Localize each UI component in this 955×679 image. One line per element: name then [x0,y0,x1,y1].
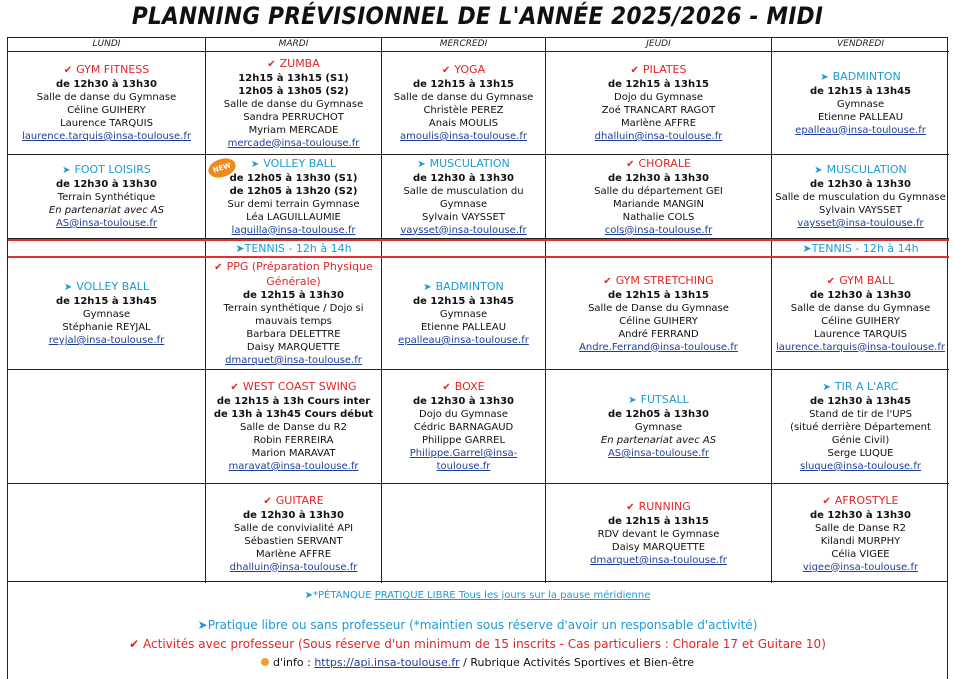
email-link[interactable]: laurence.tarquis@insa-toulouse.fr [22,131,191,142]
info-prefix: d'info : [272,656,311,669]
activity-label: BOXE [454,380,485,393]
activity-label: VOLLEY BALL [76,280,150,293]
info-line: Salle de Danse du R2 [240,422,347,433]
time-slot: de 12h15 à 13h45 [55,296,158,307]
activity-name [628,393,688,408]
schedule-cell [8,155,206,239]
check-icon: ✔ [442,382,451,393]
info-line: Salle de musculation du Gymnase [775,192,946,203]
activity-label: VOLLEY BALL [263,156,337,170]
info-icon [261,658,269,666]
info-line: Célia VIGEE [831,548,890,560]
info-line: Gymnase [82,309,131,320]
time-slot: de 12h30 à 13h30 [412,172,515,184]
activity-label: GUITARE [275,493,324,507]
email-link[interactable]: vaysset@insa-toulouse.fr [400,224,527,236]
activity-label: TIR A L'ARC [834,380,899,393]
info-line [8,656,947,669]
check-icon: ✔ [214,262,223,273]
info-line: RDV devant le Gymnase [597,529,720,540]
email-link[interactable]: AS@insa-toulouse.fr [607,448,710,459]
info-line: Stéphanie REYJAL [62,322,151,333]
activity-label: GYM FITNESS [76,63,150,76]
arrow-icon: ➤ [822,382,831,393]
info-line: Sandra PERRUCHOT [243,111,344,123]
legend-prof [8,637,947,651]
check-icon: ✔ [441,65,451,76]
info-line: Sébastien SERVANT [244,535,343,547]
arrow-icon: ➤ [814,165,823,176]
petanque-label: *PÉTANQUE [313,590,372,601]
activity-name [626,157,691,172]
activity-name [814,163,907,178]
activity-label: MUSCULATION [429,156,510,170]
email-link[interactable]: AS@insa-toulouse.fr [55,218,158,229]
activity-label: RUNNING [638,500,691,513]
info-line: Stand de tir de l'UPS [809,409,912,420]
schedule-cell [546,155,772,239]
email-link[interactable]: epalleau@insa-toulouse.fr [795,124,926,136]
arrow-icon: ➤ [62,165,71,176]
info-line: (situé derrière Département Génie Civil) [790,422,931,446]
activity-label: YOGA [454,63,486,76]
activity-name [822,494,898,509]
email-link[interactable]: laguilla@insa-toulouse.fr [231,224,356,236]
tennis-cell [382,241,546,256]
time-slot: de 12h30 à 13h30 [607,172,710,184]
info-line: Salle de musculation du Gymnase [403,185,524,210]
petanque-note [8,590,947,601]
time-slot: de 12h30 à 13h30 [809,509,912,521]
check-icon: ✔ [826,275,836,287]
arrow-icon: ➤ [63,282,73,293]
activity-label: WEST COAST SWING [242,380,357,393]
time-slot: de 12h30 à 13h45 [809,396,912,407]
activity-label: FOOT LOISIRS [74,163,151,176]
activity-name [62,163,151,178]
activity-label: CHORALE [638,156,691,170]
tennis-row [8,239,949,258]
info-line: Léa LAGUILLAUMIE [246,211,341,223]
time-slot: 12h05 à 13h05 (S2) [238,85,349,97]
info-line: Sylvain VAYSSET [422,211,505,223]
schedule-cell [772,484,949,583]
info-line: Serge LUQUE [827,448,894,459]
activity-name [442,63,485,78]
activity-name [820,70,901,85]
activity-label: ZUMBA [279,56,320,70]
activity-name [64,280,149,295]
legend-libre-text: Pratique libre ou sans professeur (*maintien sous réserve d'avoir un responsable d'activité) [207,618,758,632]
email-link[interactable]: dhalluin@insa-toulouse.fr [229,561,358,573]
schedule-cell [546,484,772,583]
schedule-cell [8,484,206,583]
check-icon: ✔ [626,502,635,513]
info-line: Kilandi MURPHY [820,535,901,547]
day-header-vendredi: VENDREDI [772,38,949,52]
schedule-cell [206,258,382,370]
info-line: Gymnase [634,422,683,433]
info-line: Dojo du Gymnase [419,409,508,420]
time-slot: de 12h30 à 13h30 [242,509,345,521]
schedule-cell [206,370,382,484]
info-line: Zoé TRANCART RAGOT [601,105,716,116]
time-slot: de 12h05 à 13h30 (S1) [229,172,358,184]
activity-name [631,63,687,78]
info-line: Philippe GARREL [421,435,506,446]
schedule-cell [382,370,546,484]
info-line: Gymnase [439,309,488,320]
info-line: Sur demi terrain Gymnase [227,198,360,210]
info-link[interactable]: https://api.insa-toulouse.fr [314,656,460,669]
info-line: Myriam MERCADE [248,124,339,136]
email-link[interactable]: dhalluin@insa-toulouse.fr [594,131,723,142]
schedule-cell [8,370,206,484]
schedule-table [7,37,948,582]
info-line: Dojo du Gymnase [614,92,703,103]
arrow-icon: ➤ [820,71,829,83]
time-slot: de 12h15 à 13h30 [242,290,345,301]
info-line: Céline GUIHERY [619,315,698,327]
schedule-cell [382,484,546,583]
arrow-icon: ➤ [235,242,245,255]
schedule-cell [382,155,546,239]
activity-label: BADMINTON [832,69,901,83]
info-line: Christèle PEREZ [423,105,504,116]
email-link[interactable]: mercade@insa-toulouse.fr [227,137,360,149]
activity-name [417,157,510,172]
legend-libre [8,618,947,632]
activity-name [827,274,894,289]
email-link[interactable]: laurence.tarquis@insa-toulouse.fr [776,341,945,353]
info-line: Nathalie COLS [622,211,695,223]
check-icon: ✔ [129,637,140,651]
email-link[interactable]: vigee@insa-toulouse.fr [802,561,919,573]
info-line: Salle de Danse R2 [814,522,907,534]
info-line: Salle de danse du Gymnase [790,302,931,314]
new-badge: NEW [206,155,238,181]
info-line: Cédric BARNAGAUD [413,422,514,433]
activity-name [251,157,336,172]
schedule-cell [8,52,206,155]
info-line: Gymnase [836,98,885,110]
info-line: Laurence TARQUIS [814,328,907,340]
schedule-cell [772,155,949,239]
footer-legend [7,582,948,679]
time-slot: de 12h30 à 13h30 [412,396,515,407]
schedule-cell [382,258,546,370]
time-slot: de 12h15 à 13h45 [809,85,912,97]
activity-label: GYM STRETCHING [615,273,714,287]
email-link[interactable]: sluque@insa-toulouse.fr [799,461,921,472]
email-link[interactable]: amoulis@insa-toulouse.fr [400,131,527,142]
schedule-cell [772,258,949,370]
info-line: Salle de danse du Gymnase [393,92,534,103]
check-icon: ✔ [630,65,639,76]
tennis-cell [206,241,382,256]
activity-name [267,57,320,72]
email-link[interactable]: dmarquet@insa-toulouse.fr [225,355,362,366]
tennis-cell [772,241,949,256]
check-icon: ✔ [626,158,635,170]
schedule-cell [772,52,949,155]
info-suffix: / Rubrique Activités Sportives et Bien-être [463,656,695,669]
schedule-cell [546,258,772,370]
schedule-cell [382,52,546,155]
info-line: Anais MOULIS [428,118,499,129]
activity-name [263,494,323,509]
info-line: En partenariat avec AS [600,435,717,446]
activity-label: PILATES [642,63,687,76]
info-line: Daisy MARQUETTE [611,542,706,553]
tennis-cell [8,241,206,256]
info-line: Barbara DELETTRE [246,329,341,340]
activity-name [603,274,713,289]
schedule-cell [546,52,772,155]
schedule-cell [8,258,206,370]
email-link[interactable]: epalleau@insa-toulouse.fr [398,335,529,346]
email-link[interactable]: Andre.Ferrand@insa-toulouse.fr [579,341,738,353]
info-line: Céline GUIHERY [821,315,900,327]
activity-name [209,260,378,289]
activity-name [823,380,899,395]
info-line: Daisy MARQUETTE [246,342,341,353]
activity-name [230,380,356,395]
check-icon: ✔ [63,65,73,76]
check-icon: ✔ [822,495,831,507]
email-link[interactable]: Philippe.Garrel@insa-toulouse.fr [409,448,518,472]
check-icon: ✔ [230,382,239,393]
activity-name [626,500,691,515]
info-line: Etienne PALLEAU [817,111,904,123]
info-line: Robin FERREIRA [253,435,334,446]
schedule-cell [206,52,382,155]
email-link[interactable]: maravat@insa-toulouse.fr [228,461,359,472]
info-line: Terrain Synthétique [57,192,156,203]
legend-prof-text: Activités avec professeur (Sous réserve d'un minimum de 15 inscrits - Cas particuliers : Chorale 17 et Guitare 10) [143,637,826,651]
time-slot: de 12h05 à 13h30 [607,409,710,420]
tennis-label: TENNIS - 12h à 14h [244,242,352,255]
tennis-cell [546,241,772,256]
arrow-icon: ➤ [628,395,637,406]
activity-name [442,380,484,395]
info-line: En partenariat avec AS [48,205,165,216]
info-line: Etienne PALLEAU [420,322,507,333]
time-slot: de 12h05 à 13h20 (S2) [229,185,358,197]
schedule-cell [772,370,949,484]
info-line: Salle du département GEI [594,185,723,197]
time-slot: de 12h15 à 13h15 [412,79,515,90]
arrow-icon: ➤ [802,242,812,255]
info-line: Sylvain VAYSSET [819,205,902,216]
time-slot: de 12h30 à 13h30 [809,179,912,190]
check-icon: ✔ [603,275,612,287]
info-line: Salle de danse du Gymnase [223,98,364,110]
info-line: Salle de convivialité API [233,522,354,534]
time-slot: de 13h à 13h45 Cours début [213,409,374,420]
day-header-lundi: LUNDI [8,38,206,52]
time-slot: de 12h15 à 13h15 [607,289,710,301]
day-header-mardi: MARDI [206,38,382,52]
time-slot: de 12h15 à 13h45 [412,296,515,307]
info-line: Marlène AFFRE [620,118,697,129]
time-slot: de 12h30 à 13h30 [809,289,912,301]
time-slot: de 12h15 à 13h15 [607,516,710,527]
day-header-jeudi: JEUDI [546,38,772,52]
activity-label: AFROSTYLE [834,493,899,507]
activity-name [64,63,150,78]
day-header-mercredi: MERCREDI [382,38,546,52]
tennis-label: TENNIS - 12h à 14h [811,242,919,255]
schedule-cell [546,370,772,484]
email-link[interactable]: reyjal@insa-toulouse.fr [48,335,165,346]
time-slot: de 12h30 à 13h30 [55,179,158,190]
check-icon: ✔ [263,495,272,507]
time-slot: de 12h15 à 13h Cours inter [216,396,371,407]
email-link[interactable]: vaysset@insa-toulouse.fr [797,218,924,229]
email-link[interactable]: dmarquet@insa-toulouse.fr [590,555,727,566]
info-line: Marion MARAVAT [251,448,336,459]
info-line: Céline GUIHERY [67,105,146,116]
info-line: Salle de danse du Gymnase [36,92,177,103]
email-link[interactable]: cols@insa-toulouse.fr [604,224,713,236]
petanque-libre-text: PRATIQUE LIBRE Tous les jours sur la pause méridienne [374,590,651,601]
schedule-cell [206,155,382,239]
activity-label: FUTSALL [640,393,689,406]
info-line: Salle de Danse du Gymnase [588,302,729,314]
activity-label: MUSCULATION [826,163,907,176]
activity-label: BADMINTON [435,280,504,293]
time-slot: de 12h30 à 13h30 [55,79,158,90]
info-line: Laurence TARQUIS [60,118,153,129]
page-title: PLANNING PRÉVISIONNEL DE L'ANNÉE 2025/2026 - MIDI [131,2,824,30]
arrow-icon: ➤ [304,590,313,601]
activity-label: GYM BALL [839,273,895,287]
check-icon: ✔ [267,58,276,70]
activity-label: PPG (Préparation Physique Générale) [226,260,373,288]
info-line: André FERRAND [618,328,699,340]
schedule-cell [206,484,382,583]
arrow-icon: ➤ [197,618,208,632]
info-line: Mariande MANGIN [613,198,704,210]
info-line: Marlène AFFRE [255,548,332,560]
info-line: Terrain synthétique / Dojo si mauvais temps [223,303,364,327]
arrow-icon: ➤ [423,282,432,293]
time-slot: de 12h15 à 13h15 [607,79,710,90]
activity-name [423,280,504,295]
arrow-icon: ➤ [417,158,426,170]
time-slot: 12h15 à 13h15 (S1) [238,72,349,84]
arrow-icon: ➤ [250,158,260,170]
